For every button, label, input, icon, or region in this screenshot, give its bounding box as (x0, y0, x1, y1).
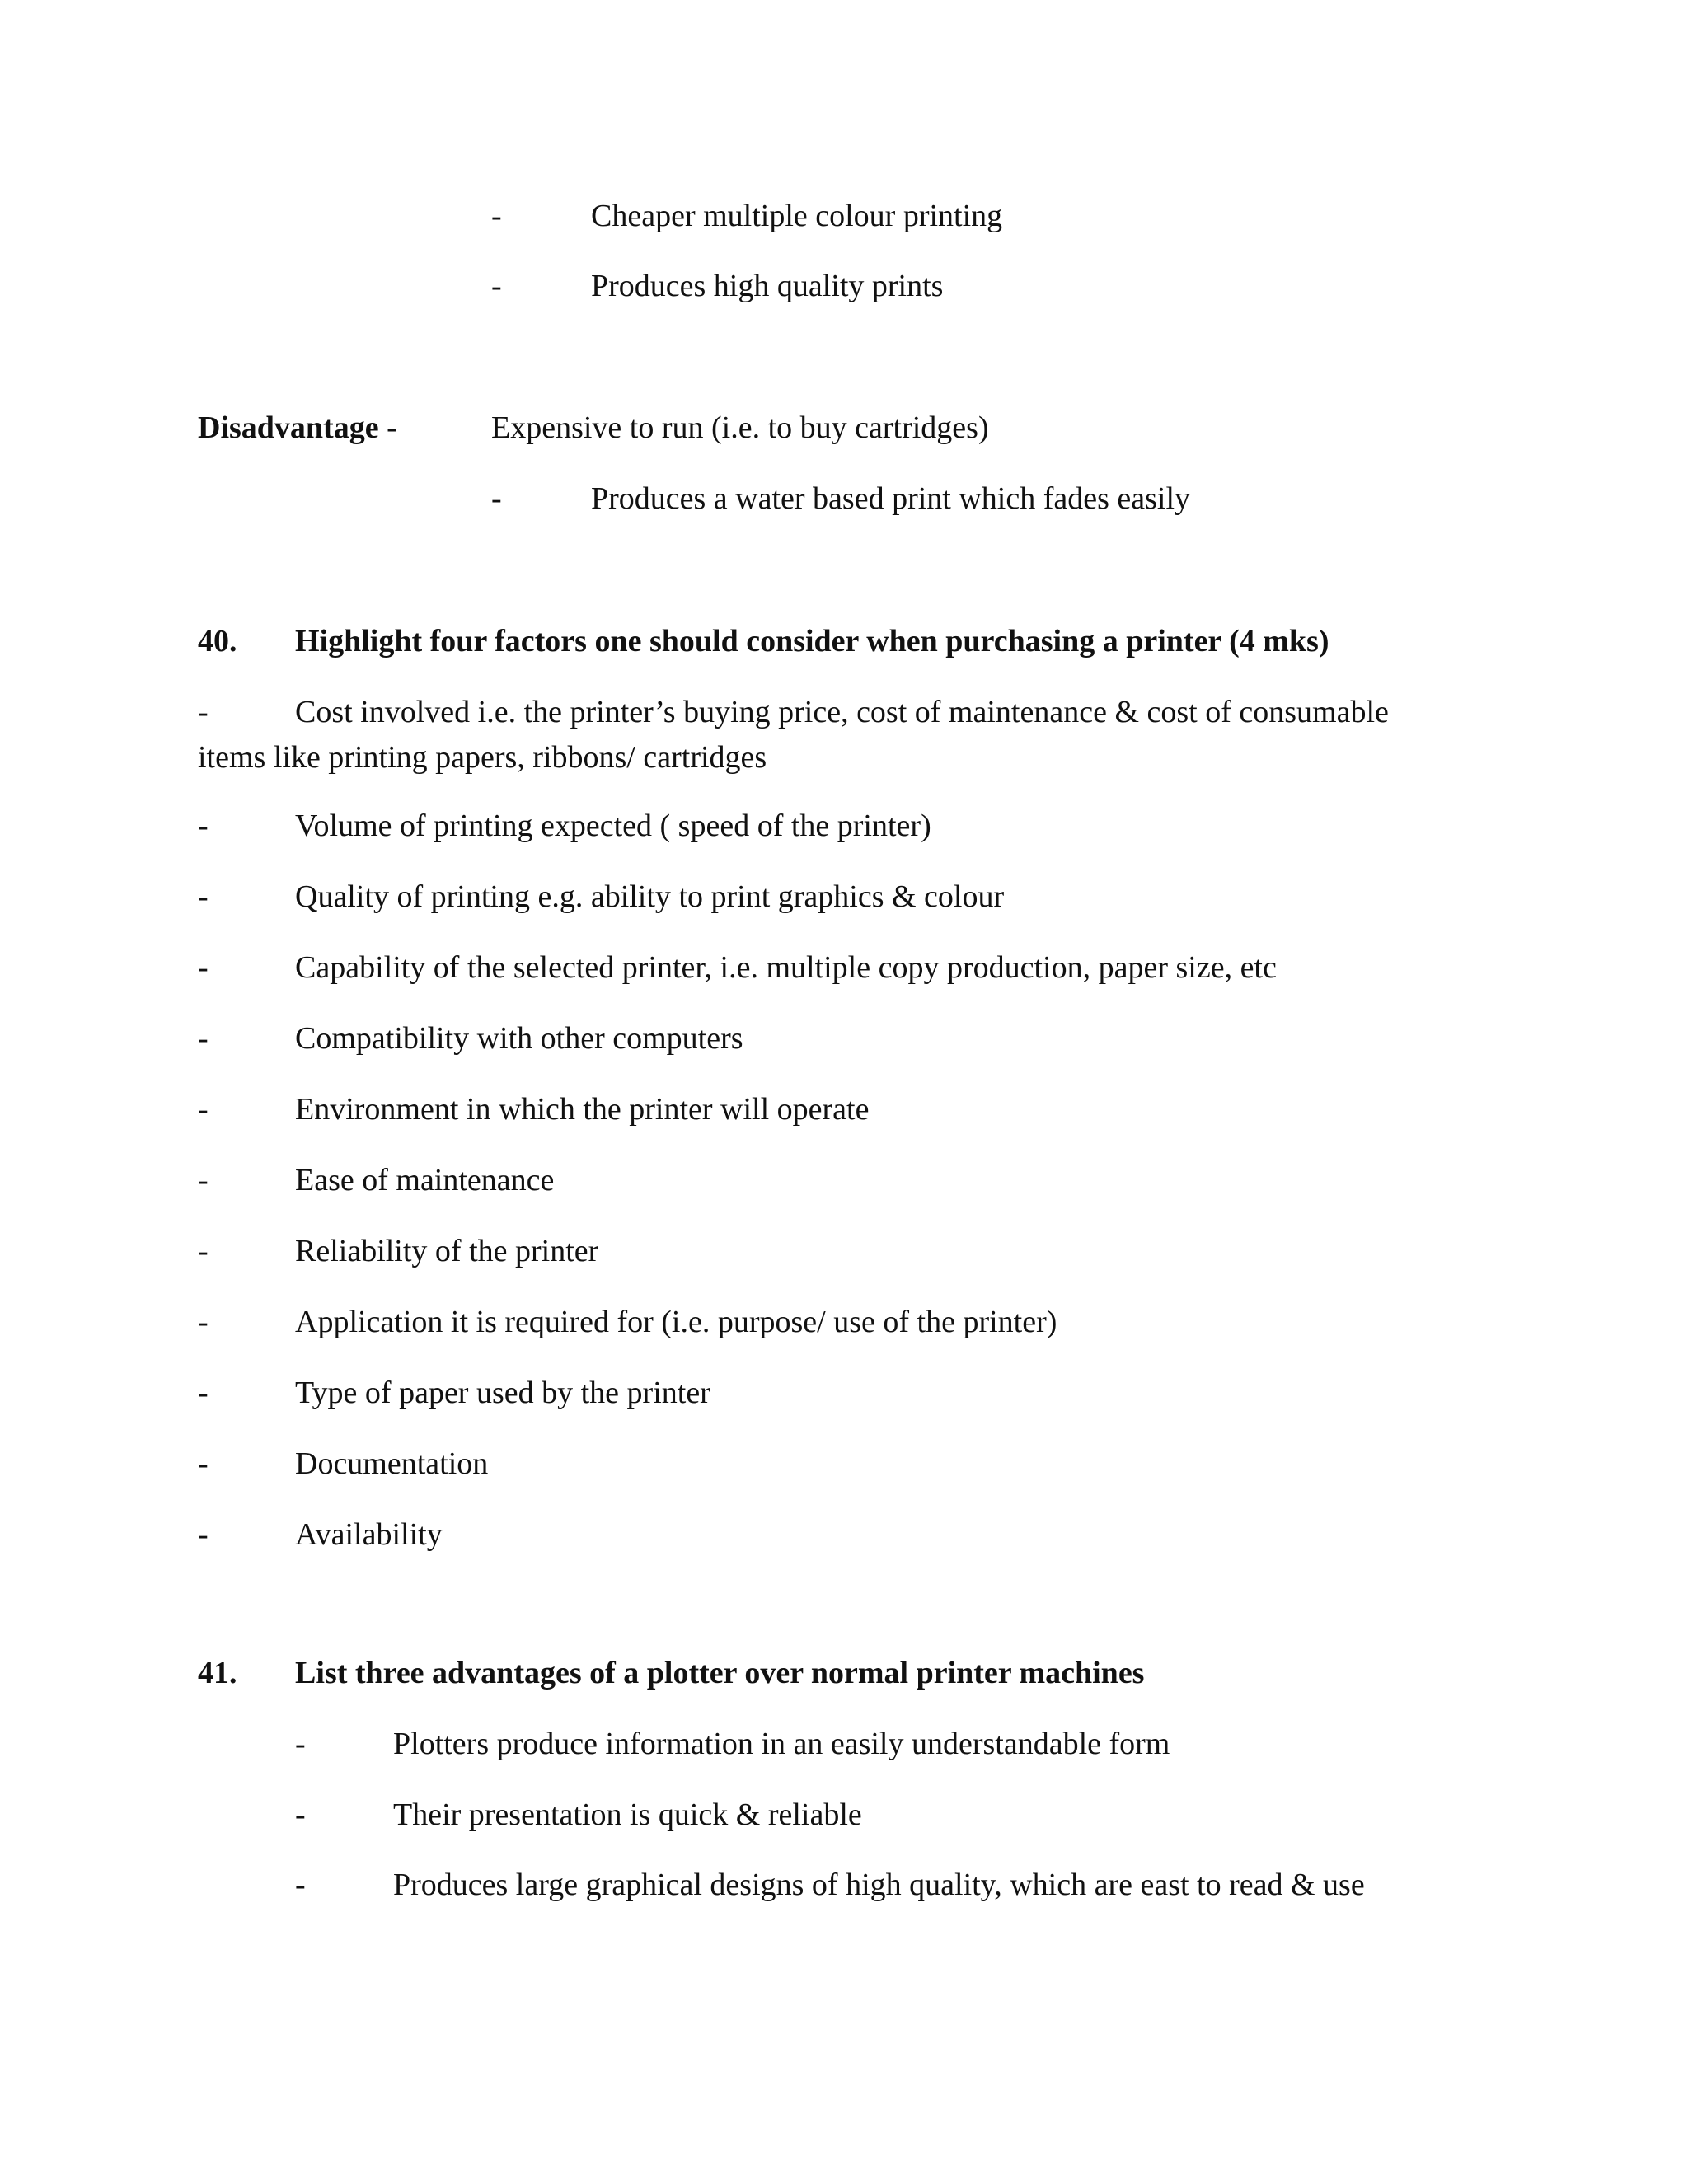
bullet-dash: - (198, 950, 209, 985)
question-number: 41. (198, 1656, 237, 1690)
bullet-dash: - (198, 808, 209, 843)
bullet-dash: - (198, 1234, 209, 1268)
bullet-dash: - (491, 481, 502, 516)
question-number: 40. (198, 624, 237, 658)
plotter-advantage-item: Their presentation is quick & reliable (393, 1797, 862, 1832)
factor-item: Type of paper used by the printer (295, 1376, 710, 1410)
factor-item-continuation: items like printing papers, ribbons/ cartridges (198, 740, 767, 775)
factor-item: Documentation (295, 1446, 489, 1481)
factor-item: Quality of printing e.g. ability to print graphics & colour (295, 879, 1005, 914)
bullet-dash: - (198, 1446, 209, 1481)
disadvantage-label: Disadvantage - (198, 410, 397, 445)
bullet-dash: - (295, 1727, 306, 1761)
bullet-dash: - (491, 199, 502, 233)
factor-item: Cost involved i.e. the printer’s buying price, cost of maintenance & cost of consumable (295, 695, 1389, 729)
plotter-advantage-item: Plotters produce information in an easily understandable form (393, 1727, 1170, 1761)
bullet-dash: - (198, 1092, 209, 1127)
bullet-dash: - (198, 1305, 209, 1339)
factor-item: Volume of printing expected ( speed of the printer) (295, 808, 931, 843)
bullet-dash: - (198, 1021, 209, 1056)
question-text: Highlight four factors one should consider when purchasing a printer (4 mks) (295, 624, 1329, 658)
plotter-advantage-item: Produces large graphical designs of high quality, which are east to read & use (393, 1868, 1365, 1902)
advantage-item: Cheaper multiple colour printing (591, 199, 1003, 233)
bullet-dash: - (198, 1376, 209, 1410)
factor-item: Environment in which the printer will operate (295, 1092, 870, 1127)
bullet-dash: - (295, 1868, 306, 1902)
factor-item: Capability of the selected printer, i.e. multiple copy production, paper size, etc (295, 950, 1277, 985)
disadvantage-item: Produces a water based print which fades easily (591, 481, 1191, 516)
factor-item: Reliability of the printer (295, 1234, 599, 1268)
factor-item: Availability (295, 1517, 443, 1552)
bullet-dash: - (198, 1517, 209, 1552)
bullet-dash: - (198, 879, 209, 914)
bullet-dash: - (198, 695, 209, 729)
bullet-dash: - (295, 1797, 306, 1832)
disadvantage-item: Expensive to run (i.e. to buy cartridges) (491, 410, 989, 445)
question-text: List three advantages of a plotter over normal printer machines (295, 1656, 1145, 1690)
bullet-dash: - (198, 1163, 209, 1197)
bullet-dash: - (491, 269, 502, 303)
factor-item: Application it is required for (i.e. purpose/ use of the printer) (295, 1305, 1057, 1339)
factor-item: Ease of maintenance (295, 1163, 555, 1197)
factor-item: Compatibility with other computers (295, 1021, 743, 1056)
advantage-item: Produces high quality prints (591, 269, 944, 303)
